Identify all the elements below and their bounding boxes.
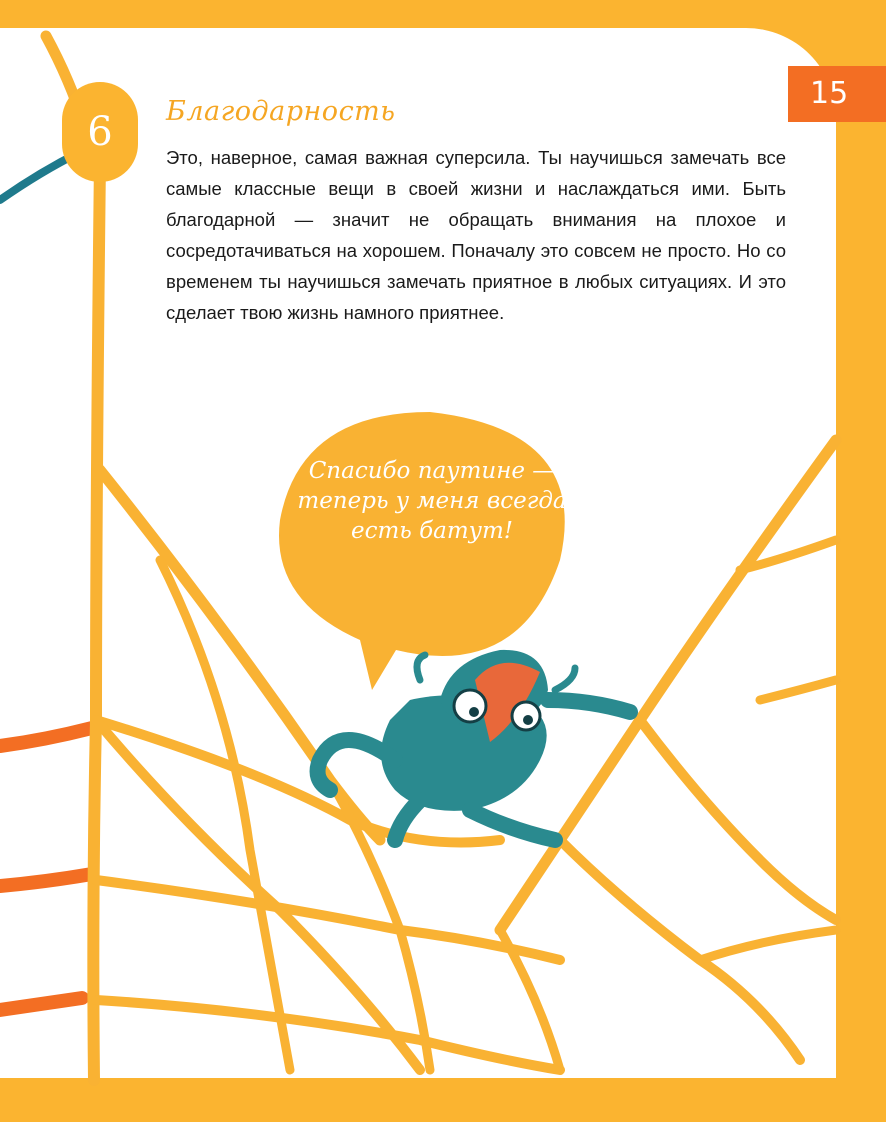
section-number-badge: 6 bbox=[62, 82, 138, 182]
section-title: Благодарность bbox=[166, 96, 396, 127]
speech-bubble-shape bbox=[279, 412, 565, 690]
speech-bubble-text: Спасибо паутине — теперь у меня всегда есть батут! bbox=[297, 458, 567, 544]
section-body: Это, наверное, самая важная суперсила. Ты научишься замечать все самые классные вещи в своей жизни и наслаждаться ими. Быть благодарной — значит не обращать внимания на плохое и сосредотачиваться на хорошем. Поначалу это совсем не просто. Но со временем ты научишься замечать приятное в любых ситуациях. И это сделает твою жизнь намного приятнее. bbox=[166, 147, 786, 323]
page-number: 15 bbox=[788, 66, 886, 122]
